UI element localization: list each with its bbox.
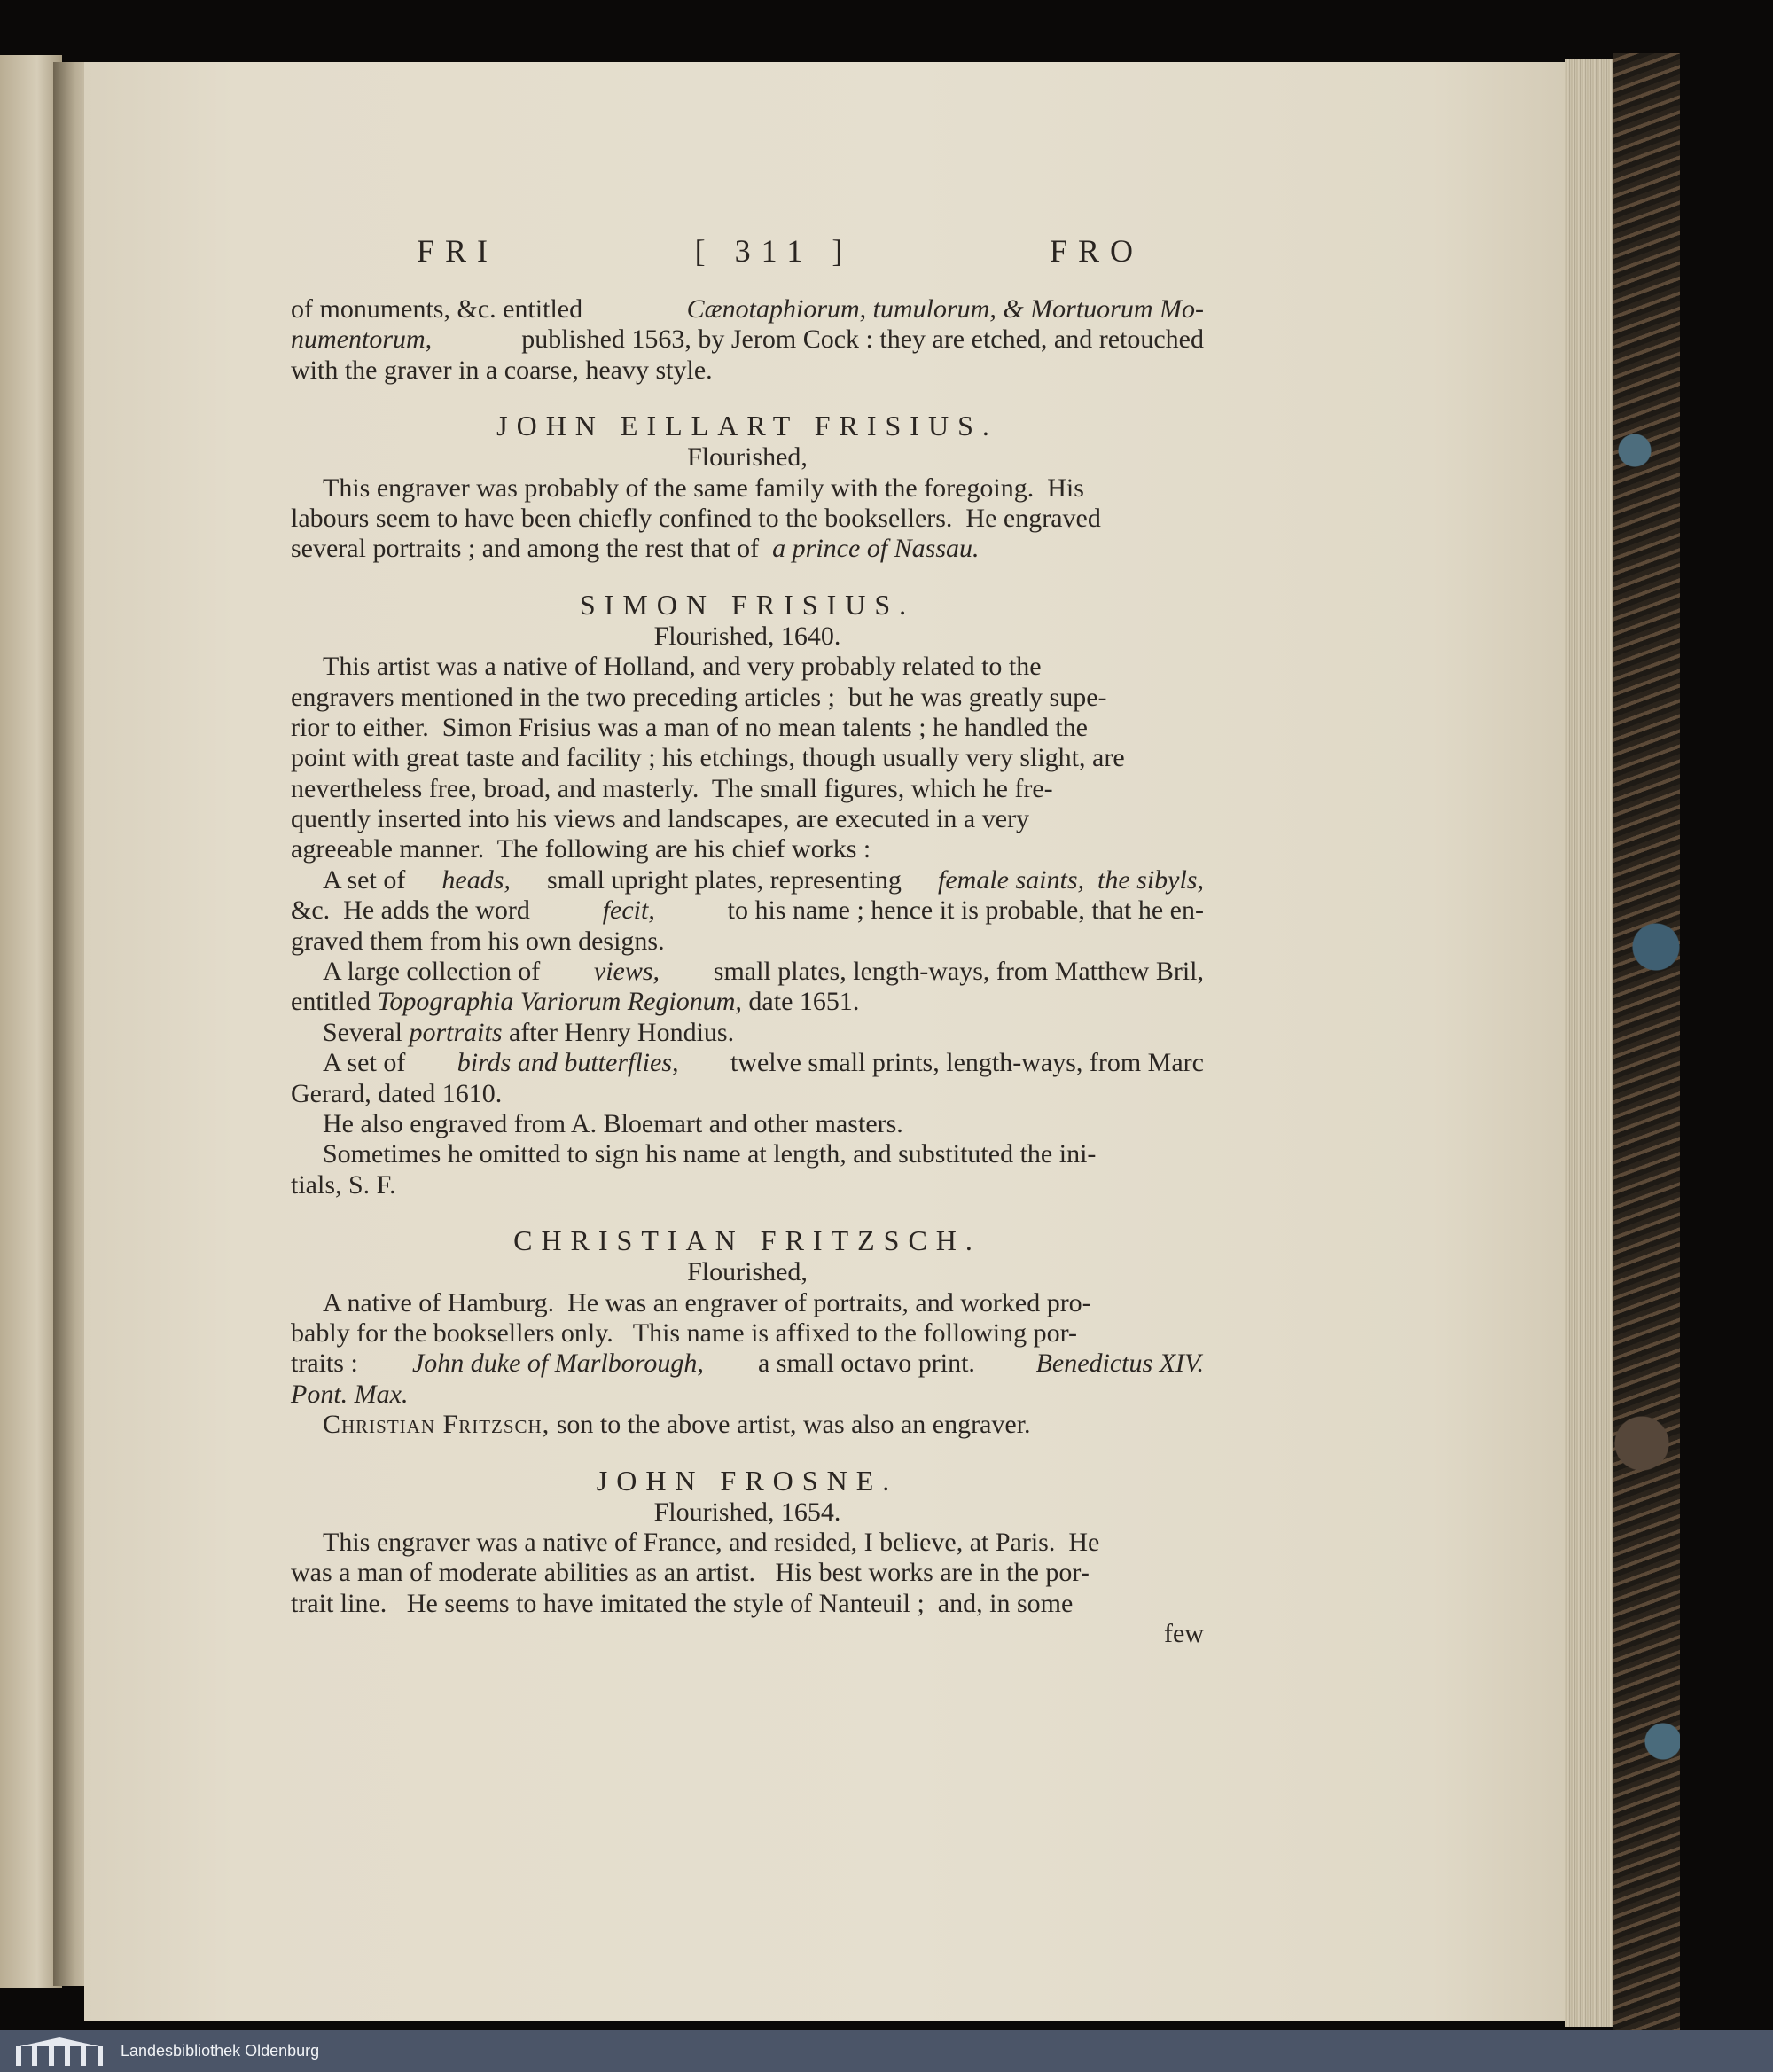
italic-segment: Cænotaphiorum, tumulorum, & Mortuorum Mo- <box>686 294 1204 324</box>
text-segment: of monuments, &c. entitled <box>291 294 590 324</box>
text-segment: trait line. He seems to have imitated the style of Nanteuil ; and, in some <box>291 1588 1074 1618</box>
italic-segment: birds and butterflies, <box>457 1048 679 1078</box>
text-line <box>291 534 1204 564</box>
text-line <box>291 1380 1204 1410</box>
text-segment: twelve small prints, length-ways, from Marc <box>723 1048 1204 1078</box>
text-segment: rior to either. Simon Frisius was a man of no mean talents ; he handled the <box>291 712 1088 742</box>
text-line <box>291 1109 1204 1139</box>
text-line <box>291 1079 1204 1109</box>
text-segment: son to the above artist, was also an engraver. <box>550 1410 1031 1440</box>
italic-segment: portraits <box>409 1017 503 1047</box>
entry-heading: SIMON FRISIUS. <box>579 588 916 621</box>
dark-background <box>1680 0 1773 2030</box>
italic-segment: Pont. Max. <box>291 1379 409 1409</box>
footer-bar <box>0 2030 1773 2072</box>
text-line <box>291 774 1204 804</box>
entry-flourished: Flourished, 1654. <box>653 1497 841 1527</box>
running-head-right: FRO <box>1049 233 1144 269</box>
text-line <box>291 743 1204 773</box>
text-segment: several portraits ; and among the rest that of <box>291 534 773 564</box>
text-line <box>291 1349 1204 1379</box>
text-segment: A native of Hamburg. He was an engraver of portraits, and worked pro- <box>323 1287 1091 1317</box>
text-segment: a small octavo print. <box>751 1349 988 1379</box>
text-segment: A set of <box>323 864 412 895</box>
italic-segment: fecit, <box>602 895 655 926</box>
text-segment: nevertheless free, broad, and masterly. The small figures, which he fre- <box>291 773 1053 803</box>
page-edges <box>1565 59 1613 2027</box>
text-segment: traits : <box>291 1349 365 1379</box>
text-line <box>291 865 1204 895</box>
entry-flourished: Flourished, <box>687 1257 808 1287</box>
text-segment: tials, S. F. <box>291 1169 396 1200</box>
text-line <box>291 324 1204 355</box>
running-head-left: FRI <box>417 233 499 269</box>
text-line <box>291 834 1204 864</box>
text-line <box>291 895 1204 926</box>
text-segment: A set of <box>323 1048 412 1078</box>
italic-segment: John duke of Marlborough, <box>411 1349 704 1379</box>
text-segment: to his name ; hence it is probable, that he en- <box>721 895 1204 926</box>
italic-segment: Benedictus XIV. <box>1035 1349 1204 1379</box>
entry-flourished: Flourished, <box>687 442 808 473</box>
text-segment: published 1563, by Jerom Cock : they are etched, and retouched <box>514 324 1204 355</box>
text-line <box>291 294 1204 324</box>
text-segment: agreeable manner. The following are his chief works : <box>291 834 871 864</box>
text-line <box>291 473 1204 504</box>
text-segment: after Henry Hondius. <box>502 1017 735 1047</box>
text-segment: small upright plates, representing <box>540 864 909 895</box>
text-segment: This engraver was probably of the same family with the foregoing. His <box>323 473 1084 503</box>
library-building-icon <box>11 2036 108 2068</box>
entry-heading: JOHN EILLART FRISIUS. <box>496 410 998 442</box>
italic-segment: a prince of Nassau. <box>772 534 980 564</box>
text-line <box>291 927 1204 957</box>
italic-segment: numentorum, <box>291 324 433 355</box>
text-segment: was a man of moderate abilities as an artist. His best works are in the por- <box>291 1558 1090 1588</box>
page-number: [ 311 ] <box>694 233 854 269</box>
text-line <box>291 957 1204 987</box>
text-segment: small plates, length-ways, from Matthew Bril, <box>707 957 1204 987</box>
text-segment: few <box>1164 1619 1204 1649</box>
text-line <box>291 1018 1204 1048</box>
text-line <box>291 1288 1204 1318</box>
running-head <box>417 232 1144 270</box>
text-line <box>291 356 1204 386</box>
text-segment: bably for the booksellers only. This name is affixed to the following por- <box>291 1317 1078 1348</box>
marbled-cover <box>1613 53 1684 2039</box>
text-segment: entitled <box>291 987 378 1017</box>
text-segment: with the graver in a coarse, heavy style. <box>291 355 713 385</box>
text-line <box>291 804 1204 834</box>
text-segment: point with great taste and facility ; his etchings, though usually very slight, are <box>291 743 1125 773</box>
text-segment: He also engraved from A. Bloemart and other masters. <box>323 1108 903 1138</box>
text-segment: Several <box>323 1017 410 1047</box>
text-segment: &c. He adds the word <box>291 895 537 926</box>
text-segment: date 1651. <box>741 987 860 1017</box>
footer-library-name: Landesbibliothek Oldenburg <box>121 2042 320 2060</box>
text-line <box>291 1589 1204 1619</box>
italic-segment: heads, <box>441 864 511 895</box>
page-body <box>291 294 1204 1649</box>
text-line <box>291 652 1204 682</box>
text-segment: Sometimes he omitted to sign his name at length, and substituted the ini- <box>323 1139 1097 1169</box>
italic-segment: views, <box>593 957 660 987</box>
text-segment: This artist was a native of Holland, and very probably related to the <box>323 652 1042 682</box>
italic-segment: Topographia Variorum Regionum, <box>377 987 742 1017</box>
text-line <box>291 713 1204 743</box>
text-segment: quently inserted into his views and landscapes, are executed in a very <box>291 804 1030 834</box>
text-segment: A large collection of <box>323 957 547 987</box>
text-segment: labours seem to have been chiefly confined to the booksellers. He engraved <box>291 503 1101 533</box>
text-line <box>291 683 1204 713</box>
entry-heading: CHRISTIAN FRITZSCH. <box>513 1224 981 1257</box>
text-segment: graved them from his own designs. <box>291 926 665 956</box>
text-line <box>291 1528 1204 1558</box>
text-line <box>291 987 1204 1017</box>
text-line <box>291 504 1204 534</box>
text-line <box>291 1048 1204 1078</box>
text-line <box>291 1410 1204 1440</box>
italic-segment: female saints, the sibyls, <box>938 864 1204 895</box>
text-line <box>291 1558 1204 1588</box>
text-segment: This engraver was a native of France, and resided, I believe, at Paris. He <box>323 1527 1100 1557</box>
text-segment: Gerard, dated 1610. <box>291 1078 503 1108</box>
text-line <box>291 1318 1204 1349</box>
text-segment: engravers mentioned in the two preceding articles ; but he was greatly supe- <box>291 682 1107 712</box>
text-line <box>291 1170 1204 1200</box>
entry-flourished: Flourished, 1640. <box>653 621 841 651</box>
text-line <box>291 1619 1204 1649</box>
text-line <box>291 1139 1204 1169</box>
entry-heading: JOHN FROSNE. <box>596 1464 899 1497</box>
text-segment: Christian Fritzsch, <box>323 1410 551 1440</box>
